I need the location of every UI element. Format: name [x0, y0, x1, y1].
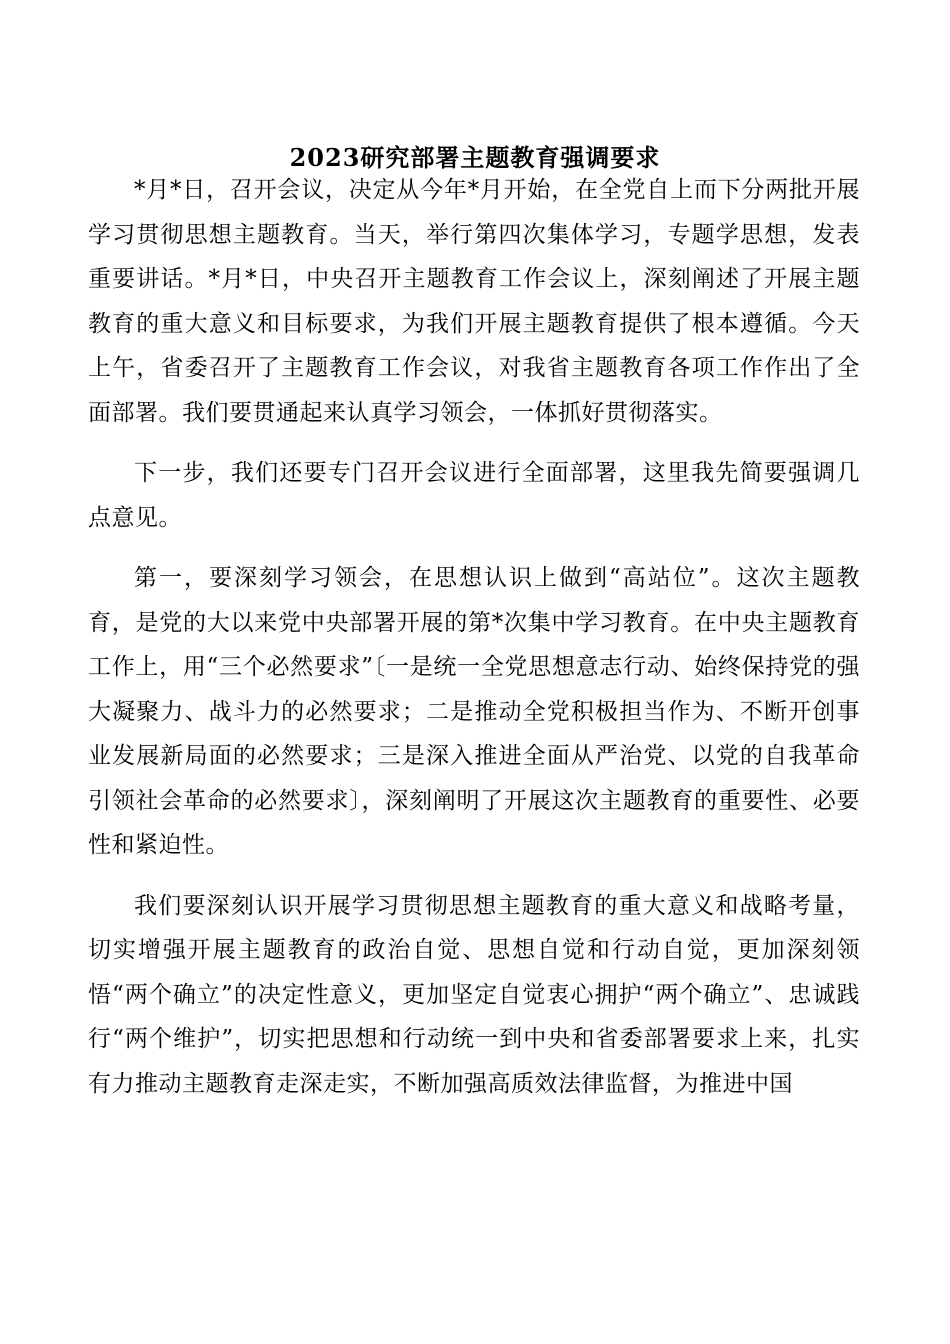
- document-title: 2023研究部署主题教育强调要求: [289, 143, 661, 172]
- paragraph-4: 我们要深刻认识开展学习贯彻思想主题教育的重大意义和战略考量，切实增强开展主题教育的政治自觉、思想自觉和行动自觉，更加深刻领悟“两个确立”的决定性意义，更加坚定自觉衷心拥护“两个确立”、忠诚践行“两个维护”，切实把思想和行动统一到中央和省委部署要求上来，扎实有力推动主题教育走深走实，不断加强高质效法律监督，为推进中国: [88, 892, 860, 1097]
- paragraph-1: *月*日，召开会议，决定从今年*月开始，在全党自上而下分两批开展学习贯彻思想主题教育。当天，举行第四次集体学习，专题学思想，发表重要讲话。*月*日，中央召开主题教育工作会议上，深刻阐述了开展主题教育的重大意义和目标要求，为我们开展主题教育提供了根本遵循。今天上午，省委召开了主题教育工作会议，对我省主题教育各项工作作出了全面部署。我们要贯通起来认真学习领会，一体抓好贯彻落实。: [88, 177, 860, 426]
- paragraph-2: 下一步，我们还要专门召开会议进行全面部署，这里我先简要强调几点意见。: [88, 460, 860, 531]
- paragraph-3: 第一，要深刻学习领会，在思想认识上做到“高站位”。这次主题教育，是党的大以来党中央部署开展的第*次集中学习教育。在中央主题教育工作上，用“三个必然要求”〔一是统一全党思想意志行动、始终保持党的强大凝聚力、战斗力的必然要求；二是推动全党积极担当作为、不断开创事业发展新局面的必然要求；三是深入推进全面从严治党、以党的自我革命引领社会革命的必然要求〕，深刻阐明了开展这次主题教育的重要性、必要性和紧迫性。: [88, 565, 860, 858]
- document-body: [88, 168, 860, 1122]
